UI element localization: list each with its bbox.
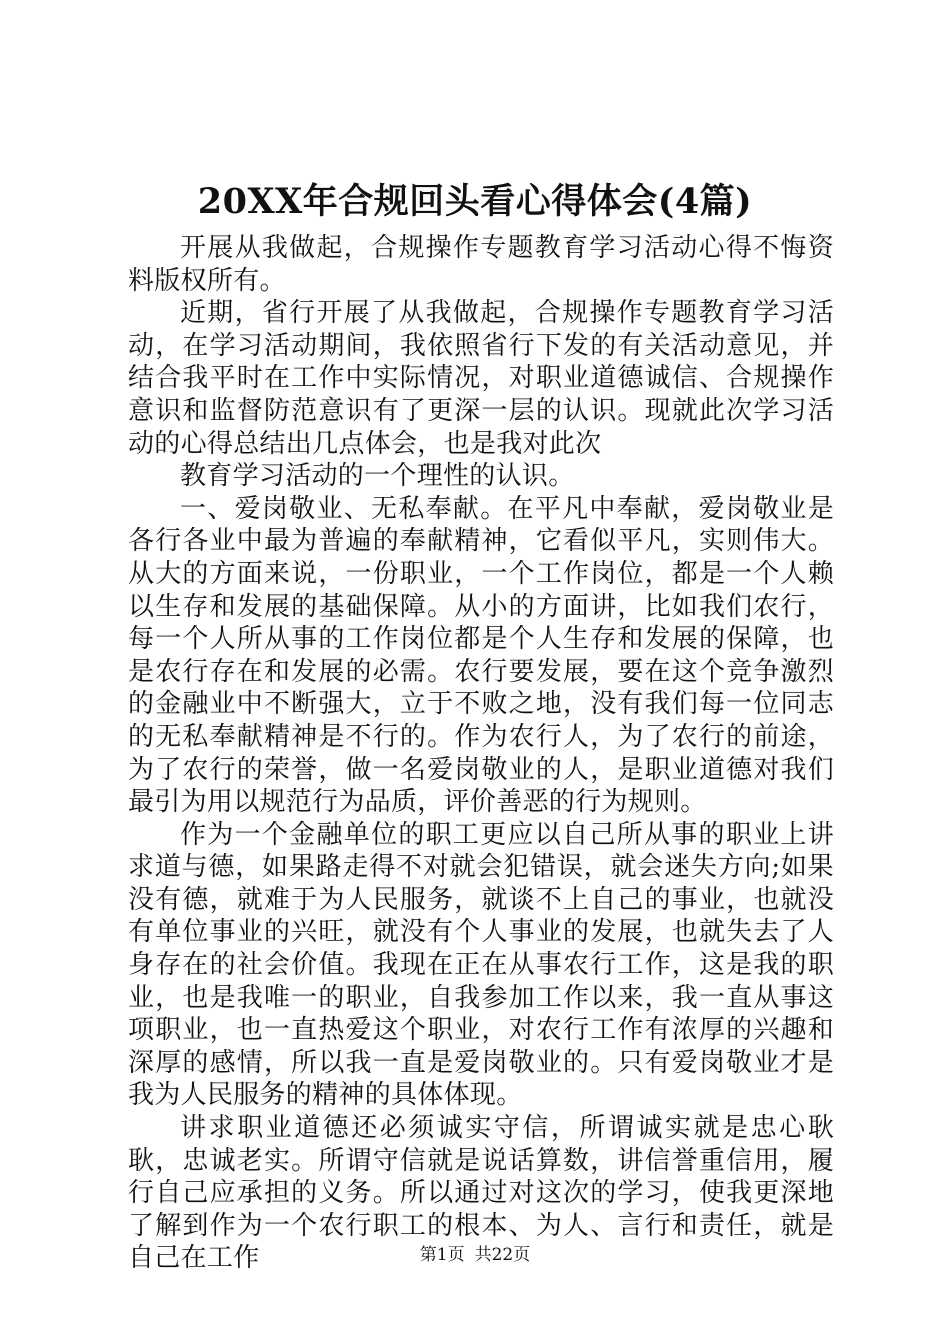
page-number: 第1页 (419, 1245, 465, 1265)
paragraph-rational-understanding: 教育学习活动的一个理性的认识。 (180, 461, 575, 492)
paragraph-intro: 开展从我做起，合规操作专题教育学习活动心得不悔资料版权所有。 (128, 233, 834, 296)
paragraph-integrity: 讲求职业道德还必须诚实守信，所谓诚实就是忠心耿耿，忠诚老实。所谓守信就是说话算数，讲信誉重信用，履行自己应承担的义务。所以通过对这次的学习，使我更深地了解到作为一个农行职工的根本、为人、言行和责任，就是自己在工作 (128, 1113, 834, 1274)
paragraph-dedication: 一、爱岗敬业、无私奉献。在平凡中奉献，爱岗敬业是各行各业中最为普遍的奉献精神，它看似平凡，实则伟大。从大的方面来说，一份职业，一个工作岗位，都是一个人赖以生存和发展的基础保障。从小的方面讲，比如我们农行，每一个人所从事的工作岗位都是个人生存和发展的保障，也是农行存在和发展的必需。农行要发展，要在这个竞争激烈的金融业中不断强大，立于不败之地，没有我们每一位同志的无私奉献精神是不行的。作为农行人，为了农行的前途，为了农行的荣誉，做一名爱岗敬业的人，是职业道德对我们最引为用以规范行为品质，评价善恶的行为规则。 (128, 493, 834, 818)
page-footer (0, 1243, 950, 1267)
paragraph-recent-activity: 近期，省行开展了从我做起，合规操作专题教育学习活动，在学习活动期间，我依照省行下发的有关活动意见，并结合我平时在工作中实际情况，对职业道德诚信、合规操作意识和监督防范意识有了更深一层的认识。现就此次学习活动的心得总结出几点体会，也是我对此次 (128, 298, 834, 459)
document-title: 20XX年合规回头看心得体会(4篇) (197, 181, 753, 222)
document-body (128, 232, 834, 1275)
paragraph-professional-ethics: 作为一个金融单位的职工更应以自己所从事的职业上讲求道与德，如果路走得不对就会犯错误，就会迷失方向;如果没有德，就难于为人民服务，就谈不上自己的事业，也就没有单位事业的兴旺，就没有个人事业的发展，也就失去了人身存在的社会价值。我现在正在从事农行工作，这是我的职业，也是我唯一的职业，自我参加工作以来，我一直从事这项职业，也一直热爱这个职业，对农行工作有浓厚的兴趣和深厚的感情，所以我一直是爱岗敬业的。只有爱岗敬业才是我为人民服务的精神的具体体现。 (128, 819, 834, 1111)
page-total: 共22页 (474, 1245, 531, 1265)
